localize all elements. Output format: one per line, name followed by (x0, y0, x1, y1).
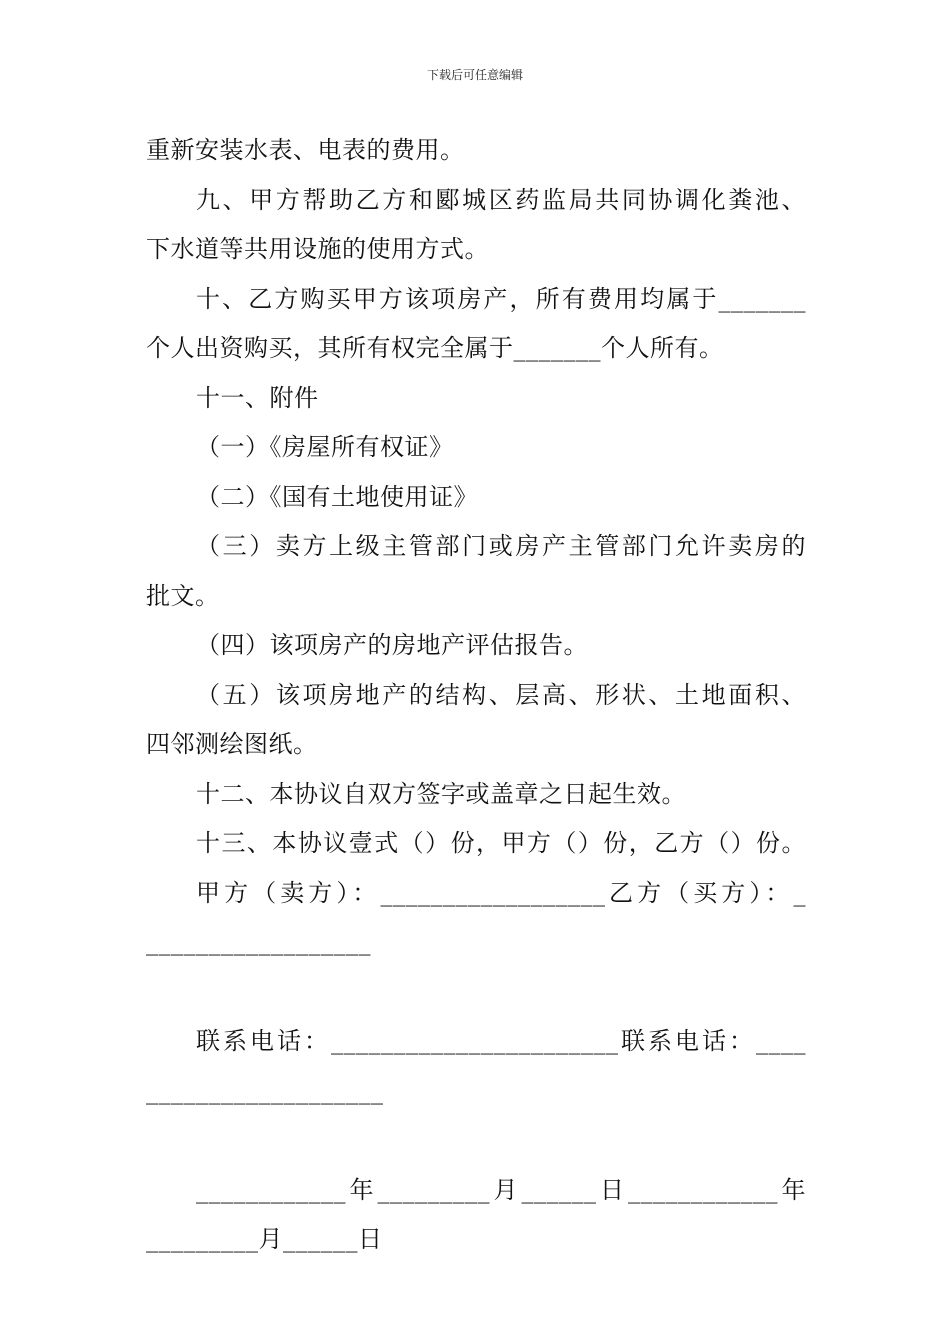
attachment-5: （五）该项房地产的结构、层高、形状、土地面积、 (196, 680, 806, 709)
text-line: 个人出资购买，其所有权完全属于_______个人所有。 (146, 334, 724, 362)
document-body (146, 126, 806, 1265)
attachment-1: （一）《房屋所有权证》 (196, 433, 454, 461)
attachment-3: （三）卖方上级主管部门或房产主管部门允许卖房的 (196, 532, 806, 560)
clause-13: 十三、本协议壹式（）份，甲方（）份，乙方（）份。 (196, 829, 806, 857)
text-line: 四邻测绘图纸。 (146, 730, 318, 758)
clause-12: 十二、本协议自双方签字或盖章之日起生效。 (196, 779, 686, 808)
clause-9: 九、甲方帮助乙方和郾城区药监局共同协调化粪池、 (196, 185, 806, 214)
attachment-4: （四）该项房产的房地产评估报告。 (196, 631, 588, 659)
text-line: 下水道等共用设施的使用方式。 (146, 235, 489, 263)
spacer (146, 1116, 806, 1166)
party-signature-line: 甲方（卖方）：__________________乙方（买方）：_ (196, 878, 806, 907)
spacer (146, 968, 806, 1018)
text-line: 重新安装水表、电表的费用。 (146, 136, 465, 164)
page-header: 下载后可任意编辑 (426, 68, 523, 82)
attachment-2: （二）《国有土地使用证》 (196, 482, 478, 511)
phone-line: 联系电话：_______________________联系电话：____ (196, 1027, 806, 1055)
clause-10: 十、乙方购买甲方该项房产，所有费用均属于_______ (196, 284, 806, 313)
date-line: ____________年_________月______日____________年 (196, 1175, 806, 1204)
phone-blank: ___________________ (146, 1076, 384, 1105)
signature-blank: __________________ (146, 928, 371, 956)
clause-11-heading: 十一、附件 (196, 383, 319, 412)
date-line-continued: _________月______日 (146, 1225, 383, 1253)
text-line: 批文。 (146, 581, 220, 610)
